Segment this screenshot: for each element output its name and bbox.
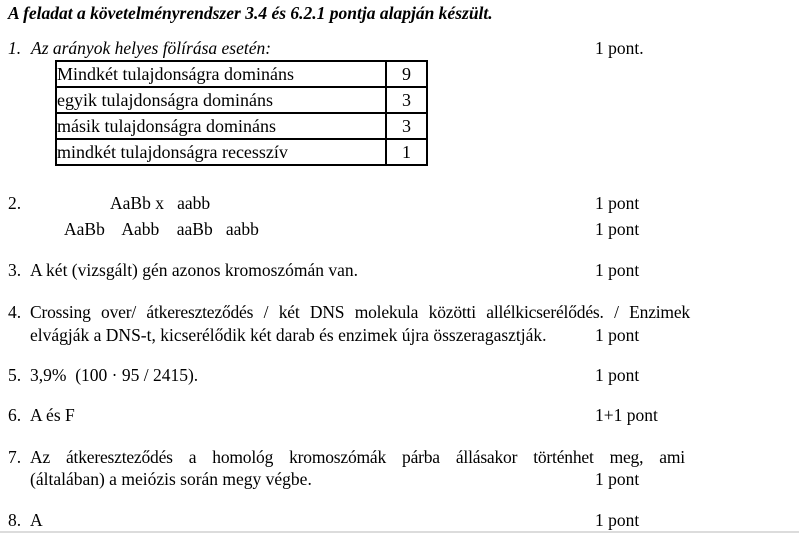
item-5-text: 3,9% (100 · 95 / 2415). (30, 365, 199, 385)
item-3-points: 1 pont (595, 260, 640, 280)
table-row (56, 139, 427, 165)
ratio-value: 3 (386, 113, 427, 139)
ratio-label: mindkét tulajdonságra recesszív (56, 139, 386, 165)
item-6-points: 1+1 pont (595, 405, 658, 425)
item-2-points-2: 1 pont (595, 219, 640, 239)
item-1-points: 1 pont. (595, 38, 644, 58)
item-2-cross: AaBb x aabb (110, 193, 211, 213)
page-bottom-rule (0, 531, 799, 533)
ratio-label: egyik tulajdonságra domináns (56, 87, 386, 113)
item-4-number: 4. (8, 302, 22, 322)
ratio-value: 3 (386, 87, 427, 113)
ratio-table (55, 60, 428, 166)
item-2-number: 2. (8, 193, 22, 213)
item-6-number: 6. (8, 405, 22, 425)
item-7-number: 7. (8, 447, 22, 467)
requirement-note: A feladat a követelményrendszer 3.4 és 6.2.1 pontja alapján készült. (8, 3, 493, 23)
item-1-number: 1. (8, 38, 22, 58)
item-8-points: 1 pont (595, 510, 640, 530)
item-1-text: Az arányok helyes fölírása esetén: (31, 38, 272, 58)
item-7-line-2: (általában) a meiózis során megy végbe. (30, 469, 312, 489)
ratio-label: másik tulajdonságra domináns (56, 113, 386, 139)
ratio-value: 9 (386, 61, 427, 87)
item-4-line-1: Crossing over/ átkereszteződés / két DNS molekula közötti allélkicserélődés. / Enzimek (30, 302, 690, 322)
item-8-text: A (30, 510, 43, 530)
item-2-points-1: 1 pont (595, 193, 640, 213)
item-4-line-2: elvágják a DNS-t, kicserélődik két darab és enzimek újra összeragasztják. (30, 325, 547, 345)
item-2-genotypes: AaBb Aabb aaBb aabb (64, 219, 259, 239)
item-5-number: 5. (8, 365, 22, 385)
item-6-text: A és F (30, 405, 75, 425)
table-row (56, 87, 427, 113)
item-8-number: 8. (8, 510, 22, 530)
ratio-label: Mindkét tulajdonságra domináns (56, 61, 386, 87)
item-3-text: A két (vizsgált) gén azonos kromoszómán van. (30, 260, 359, 280)
item-7-line-1: Az átkereszteződés a homológ kromoszómák párba állásakor történhet meg, ami (30, 447, 685, 467)
ratio-value: 1 (386, 139, 427, 165)
table-row (56, 61, 427, 87)
item-7-points: 1 pont (595, 469, 640, 489)
item-3-number: 3. (8, 260, 22, 280)
item-5-points: 1 pont (595, 365, 640, 385)
item-4-points: 1 pont (595, 325, 640, 345)
table-row (56, 113, 427, 139)
